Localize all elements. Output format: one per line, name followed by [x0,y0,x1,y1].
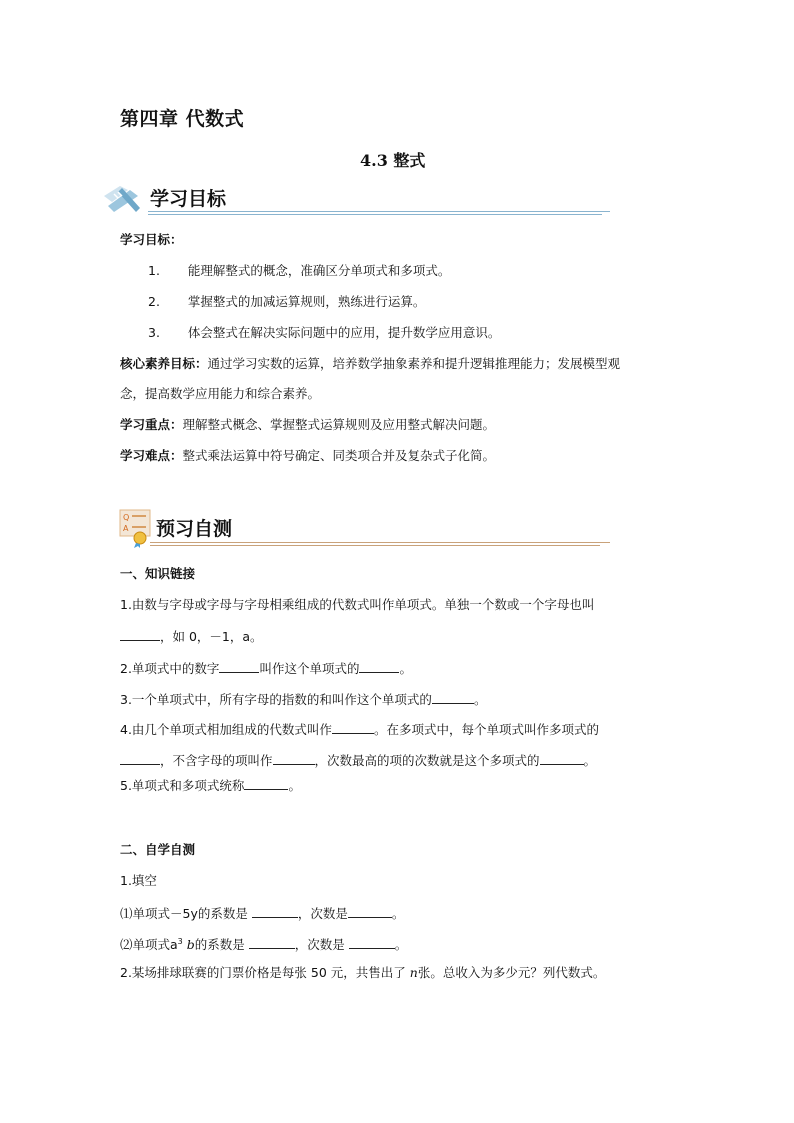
answer-blank[interactable] [332,720,374,734]
question-1-line1: 1.由数与字母或字母与字母相乘组成的代数式叫作单项式。单独一个数或一个字母也叫 [120,597,595,612]
goal-item [148,294,425,310]
core-text-continued: 念，提高数学应用能力和综合素养。 [120,386,321,401]
goal-text: 体会整式在解决实际问题中的应用，提升数学应用意识。 [187,325,501,340]
learning-goals-banner [100,180,610,220]
question-3: 3.一个单项式中，所有字母的指数的和叫作这个单项式的 。 [120,692,487,707]
core-label: 核心素养目标： [120,356,208,371]
goal-number: 1. [148,263,160,278]
key-label: 学习重点： [120,417,183,432]
answer-blank[interactable] [349,935,395,949]
banner-rule [148,214,602,215]
part1-heading: 一、知识链接 [120,566,196,581]
answer-blank[interactable] [249,935,295,949]
svg-text:A: A [123,524,129,533]
banner-rule [150,545,600,546]
answer-blank[interactable] [120,627,160,641]
answer-blank[interactable] [273,751,315,765]
question-4-line2: ，不含字母的项叫作 ，次数最高的项的次数就是这个多项式的 。 [120,751,596,769]
answer-blank[interactable] [120,751,160,765]
difficulty-label: 学习难点： [120,448,183,463]
core-literacy-line [120,356,620,372]
key-points-line [120,417,495,433]
preview-test-banner [100,508,610,548]
question-2: 2.单项式中的数字 叫作这个单项式的 。 [120,661,412,676]
pencil-ruler-icon [100,180,146,218]
goal-number: 2. [148,294,160,309]
answer-blank[interactable] [219,659,259,673]
difficulty-text: 整式乘法运算中符号确定、同类项合并及复杂式子化简。 [182,448,496,463]
sub-question-1: ⑴单项式－5y的系数是 ，次数是 。 [120,906,405,921]
answer-blank[interactable] [432,690,474,704]
part2-heading: 二、自学自测 [120,842,196,857]
quiz-award-icon [118,508,154,548]
question-ticket-revenue: 2.某场排球联赛的门票价格是每张 50 元，共售出了 n张。总收入为多少元？列代数式。 [120,965,606,980]
fill-in-label: 1.填空 [120,873,157,888]
goal-text: 能理解整式的概念，准确区分单项式和多项式。 [187,263,451,278]
key-text: 理解整式概念、掌握整式运算规则及应用整式解决问题。 [182,417,496,432]
answer-blank[interactable] [540,751,584,765]
section-title: 4.3 整式 [360,151,426,170]
goal-item [148,263,450,279]
goal-text: 掌握整式的加减运算规则，熟练进行运算。 [187,294,426,309]
answer-blank[interactable] [244,776,288,790]
answer-blank[interactable] [348,904,392,918]
chapter-title: 第四章 代数式 [120,108,245,130]
question-4-line1: 4.由几个单项式相加组成的代数式叫作 。在多项式中，每个单项式叫作多项式的 [120,722,599,737]
banner-rule [150,542,610,543]
question-5: 5.单项式和多项式统称 。 [120,778,301,793]
goal-number: 3. [148,325,160,340]
question-1-line2: ，如 0，－1，a。 [120,627,263,645]
answer-blank[interactable] [252,904,298,918]
answer-blank[interactable] [359,659,399,673]
sub-question-2: ⑵单项式$a^3$ b的系数是 ，次数是 。 [120,937,408,953]
goal-item [148,325,500,341]
banner-title: 学习目标 [150,188,227,210]
banner-rule [148,211,610,212]
goals-label: 学习目标： [120,232,183,247]
banner-title: 预习自测 [156,518,233,540]
difficulty-line [120,448,495,464]
core-text: 通过学习实数的运算，培养数学抽象素养和提升逻辑推理能力；发展模型观 [207,356,621,371]
svg-text:Q: Q [123,513,130,522]
